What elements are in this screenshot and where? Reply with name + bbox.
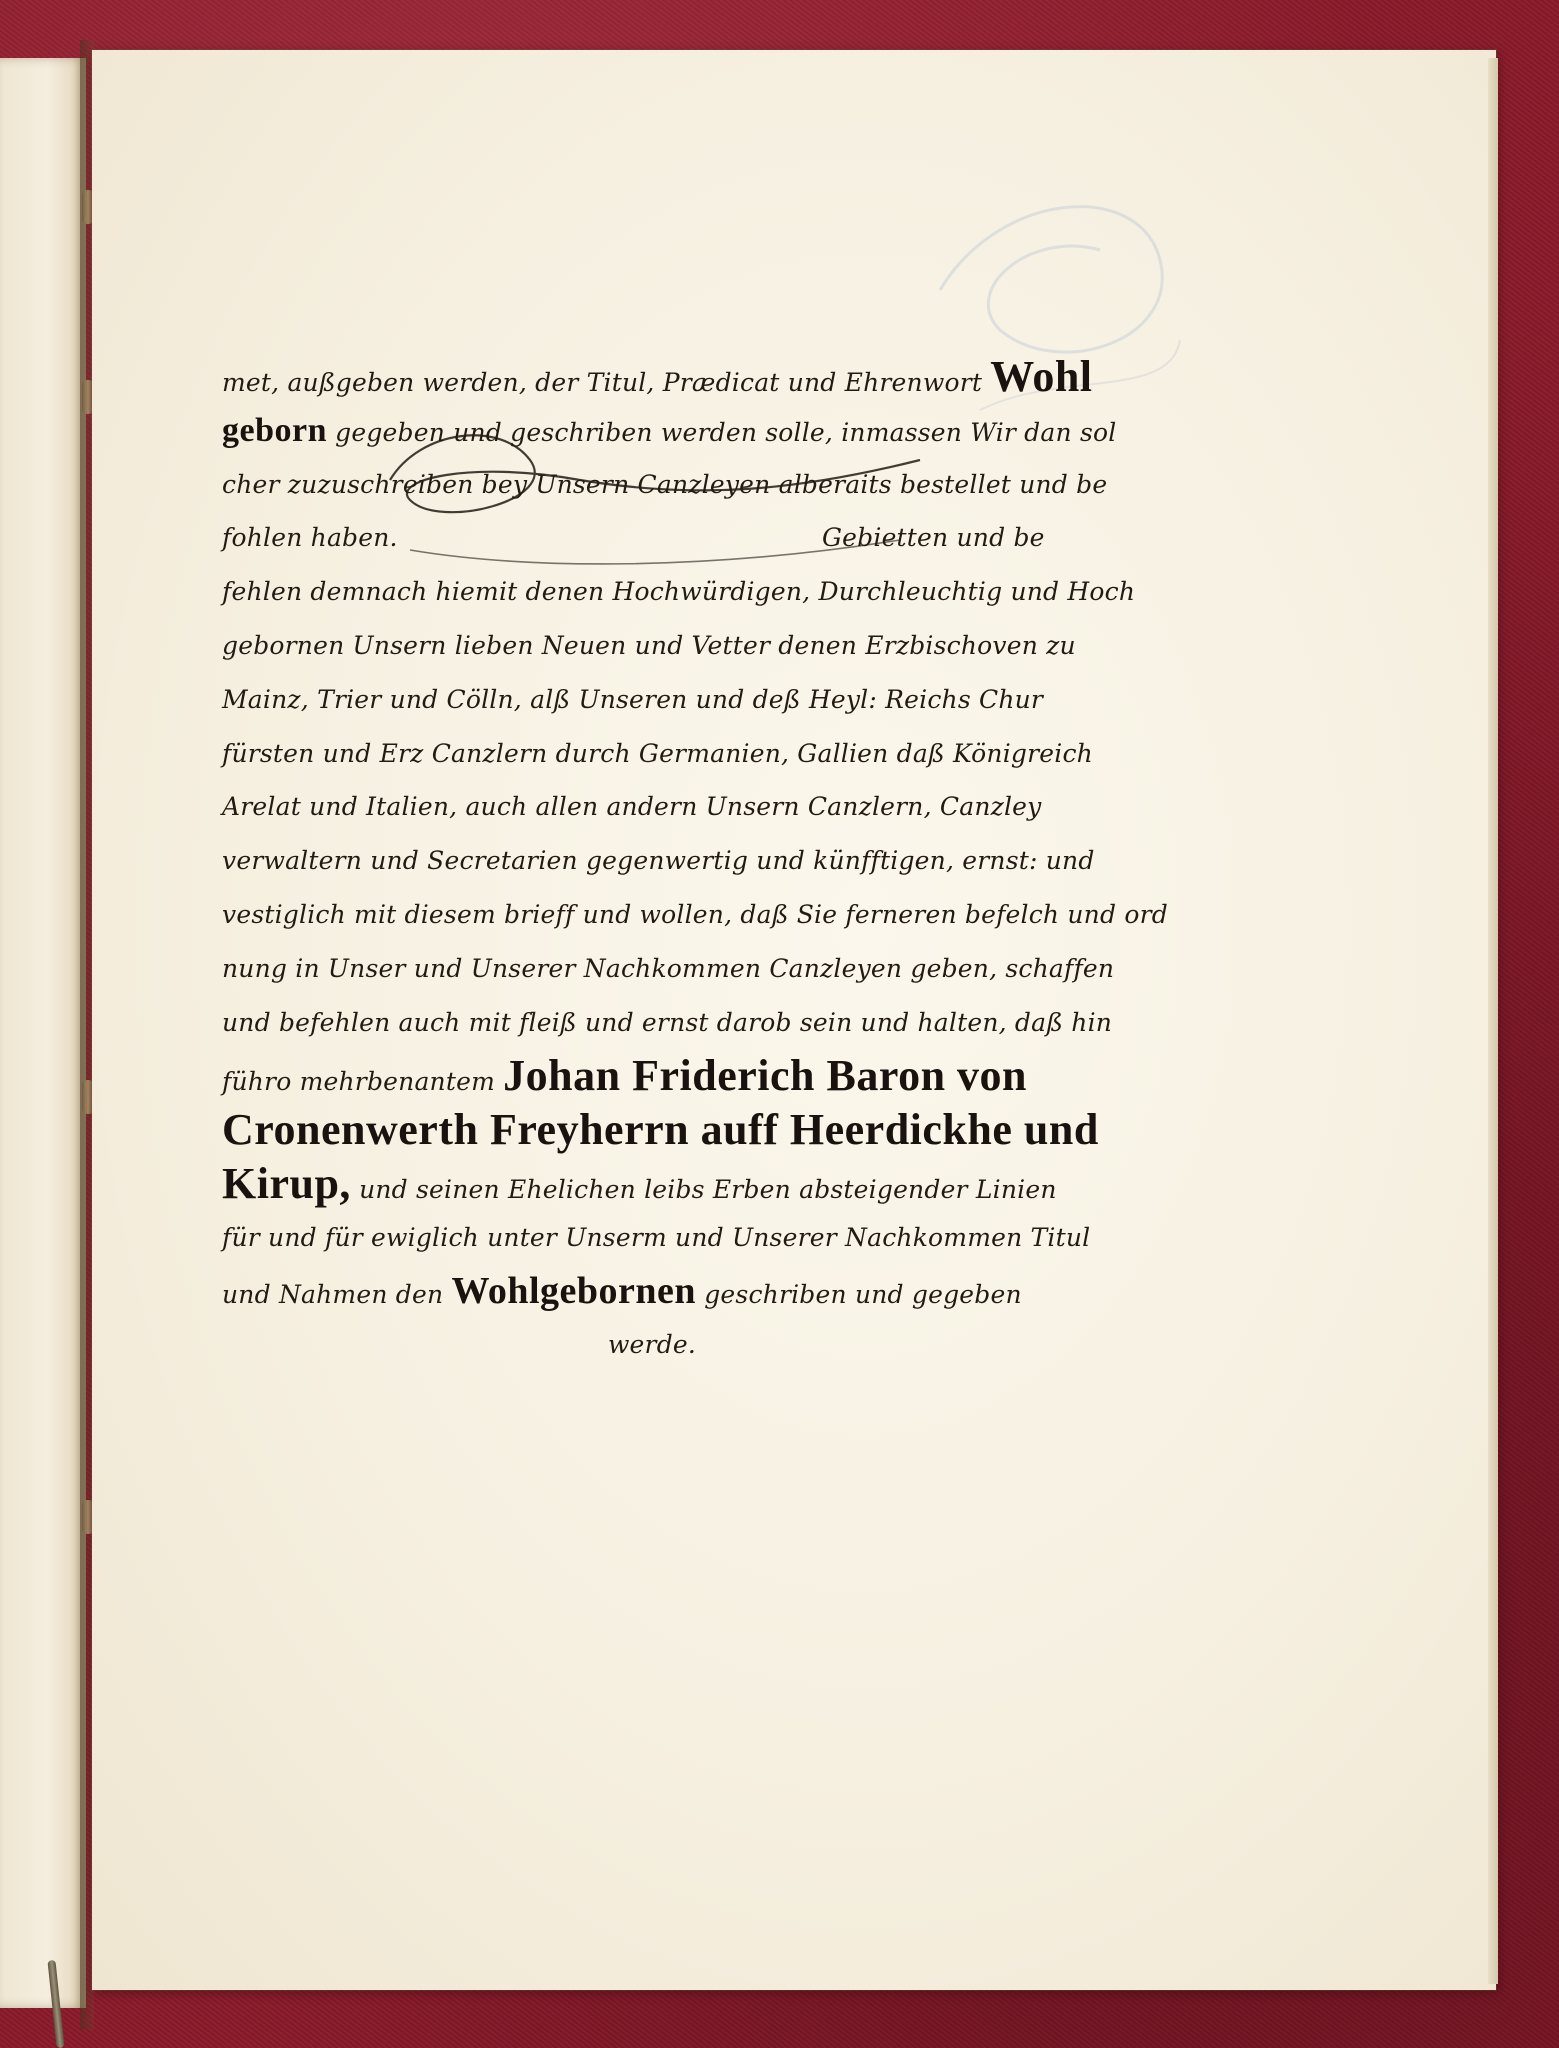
text-span: und seinen Ehelichen leibs Erben absteigender Linien [359,1174,1057,1204]
text-line [222,350,1142,404]
text-span: und befehlen auch mit fleiß und ernst darob sein und halten, daß hin [222,1007,1113,1037]
text-line [222,996,1142,1050]
text-line [222,1211,1142,1265]
text-span: Gebietten und be [822,523,1045,553]
text-line [222,1265,1142,1319]
manuscript-text [222,350,1168,1372]
text-line [222,888,1168,942]
text-span: met, außgeben werden, der Titul, Prædicat und Ehrenwort [222,368,983,397]
text-span: fürsten und Erz Canzlern durch Germanien, Gallien daß Königreich [222,738,1093,768]
text-line [222,404,1142,458]
text-line [222,1318,1142,1372]
display-name: Cronenwerth Freyherrn auff Heerdickhe und [222,1105,1099,1155]
text-span: verwaltern und Secretarien gegenwertig und künfftigen, ernst: und [222,846,1095,876]
display-word: Wohl [990,352,1093,401]
text-span: gegeben und geschriben werden solle, inmassen Wir dan sol [335,417,1117,447]
text-span: werde. [607,1330,697,1360]
text-line [222,511,1142,565]
display-word: geborn [222,411,327,449]
text-line [222,619,1142,673]
text-line [222,780,1142,834]
text-line [222,1103,1142,1157]
left-page-edge [0,58,86,2008]
text-span: Mainz, Trier und Cölln, alß Unseren und deß Heyl: Reichs Chur [222,684,1044,714]
text-span: nung in Unser und Unserer Nachkommen Canzleyen geben, schaffen [222,953,1115,983]
text-span: für und für ewiglich unter Unserm und Unserer Nachkommen Titul [222,1222,1091,1252]
text-span: gebornen Unsern lieben Neuen und Vetter denen Erzbischoven zu [222,630,1076,660]
text-span: Arelat und Italien, auch allen andern Unsern Canzlern, Canzley [222,792,1042,822]
text-line [222,834,1142,888]
text-span: führo mehrbenantem [222,1067,496,1097]
text-line [222,673,1142,727]
text-line [222,727,1142,781]
text-span: und Nahmen den [222,1279,444,1309]
display-name: Johan Friderich Baron von [503,1051,1028,1101]
text-span: fohlen haben. [222,523,398,553]
text-line [222,458,1142,512]
text-line [222,1157,1142,1211]
text-span: geschriben und gegeben [704,1279,1022,1309]
text-line [222,565,1142,619]
display-name: Kirup, [222,1158,351,1208]
page-edge-right [1488,58,1498,1984]
text-span: vestiglich mit diesem brieff und wollen, daß Sie ferneren befelch und ord [222,899,1168,929]
display-word: Wohlgebornen [451,1269,697,1312]
text-line [222,942,1142,996]
text-line [222,1049,1142,1103]
text-span: cher zuzuschreiben bey Unsern Canzleyen alberaits bestellet und be [222,469,1108,499]
text-span: fehlen demnach hiemit denen Hochwürdigen, Durchleuchtig und Hoch [222,577,1136,607]
